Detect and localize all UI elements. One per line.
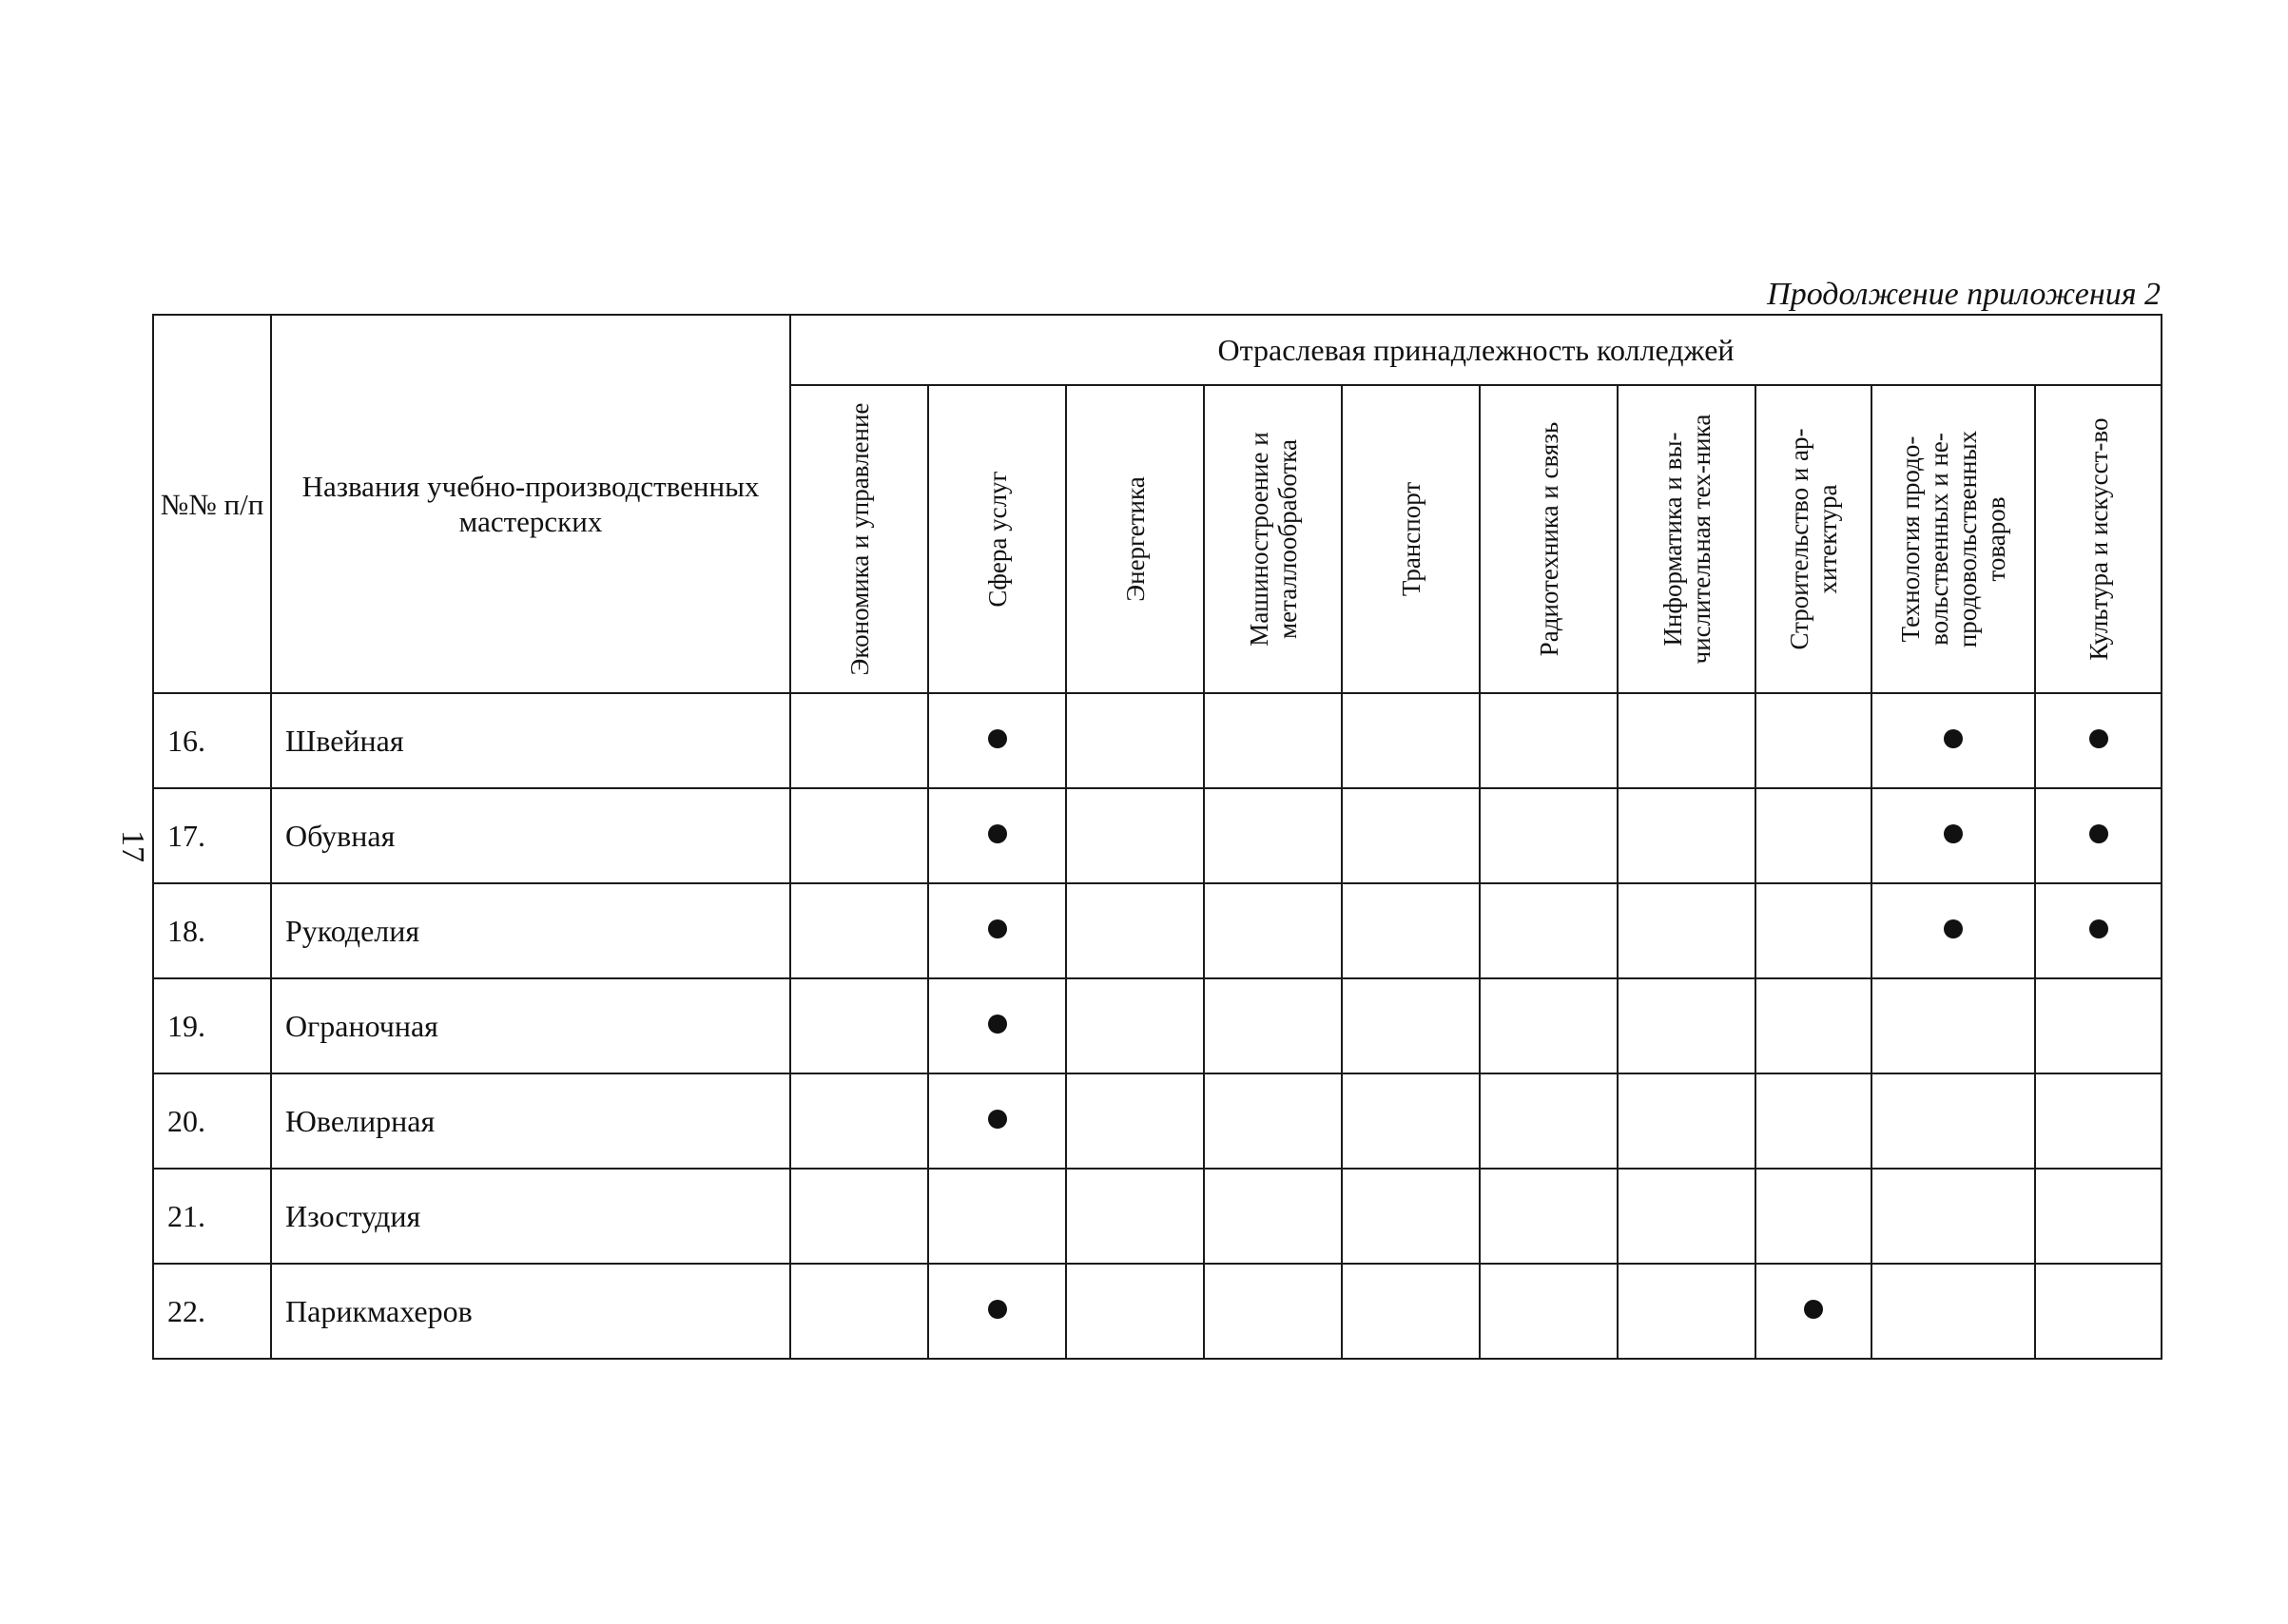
table-row [153,883,2162,978]
branch-mark-cell [1342,1169,1480,1264]
branch-mark-cell [928,693,1066,788]
bullet-mark-icon [1944,919,1963,938]
branch-column-header [1480,385,1618,693]
branch-column-label: Транспорт [1396,481,1425,597]
branch-mark-cell [1066,693,1204,788]
row-number: 18. [153,883,271,978]
branch-mark-cell [1871,1169,2035,1264]
branch-column-header [2035,385,2162,693]
branch-mark-cell [1342,693,1480,788]
branch-mark-cell [928,788,1066,883]
branch-group-header: Отраслевая принадлежность колледжей [790,315,2162,385]
branch-mark-cell [1480,883,1618,978]
branch-mark-cell [1480,1169,1618,1264]
branch-mark-cell [1342,883,1480,978]
branch-mark-cell [1066,978,1204,1073]
workshop-name: Рукоделия [271,883,790,978]
branch-mark-cell [2035,1169,2162,1264]
branch-mark-cell [790,1264,928,1359]
branch-column-header [1204,385,1342,693]
row-number: 17. [153,788,271,883]
bullet-mark-icon [988,824,1007,843]
branch-mark-cell [1755,788,1871,883]
workshop-name: Парикмахеров [271,1264,790,1359]
row-number: 21. [153,1169,271,1264]
branch-column-header [1342,385,1480,693]
branch-mark-cell [1204,978,1342,1073]
branch-mark-cell [1755,1073,1871,1169]
branch-column-label: Строительство и ар-хитектура [1785,428,1842,650]
branch-mark-cell [1871,788,2035,883]
table-row [153,1169,2162,1264]
branch-mark-cell [1480,1264,1618,1359]
branch-mark-cell [2035,978,2162,1073]
branch-mark-cell [2035,1264,2162,1359]
branch-mark-cell [1755,978,1871,1073]
branch-mark-cell [1204,1073,1342,1169]
table-row [153,788,2162,883]
branch-mark-cell [1755,1169,1871,1264]
branch-mark-cell [928,978,1066,1073]
table-row [153,1073,2162,1169]
table-row [153,978,2162,1073]
branch-mark-cell [928,883,1066,978]
branch-mark-cell [1342,978,1480,1073]
branch-mark-cell [1480,1073,1618,1169]
row-number: 16. [153,693,271,788]
branch-mark-cell [1066,1169,1204,1264]
branch-mark-cell [928,1264,1066,1359]
workshop-name: Ювелирная [271,1073,790,1169]
bullet-mark-icon [1804,1300,1823,1319]
branch-column-header [790,385,928,693]
branch-column-label: Радиотехника и связь [1534,421,1563,657]
branch-column-label: Сфера услуг [982,471,1012,608]
branch-mark-cell [1066,883,1204,978]
branch-mark-cell [1618,883,1755,978]
branch-column-label: Информатика и вы-числительная тех-ника [1658,414,1716,665]
branch-column-label: Экономика и управление [844,402,874,676]
branch-mark-cell [1480,978,1618,1073]
workshop-name: Изостудия [271,1169,790,1264]
branch-mark-cell [1066,1073,1204,1169]
branch-mark-cell [1618,978,1755,1073]
bullet-mark-icon [988,1110,1007,1129]
row-number: 20. [153,1073,271,1169]
branch-mark-cell [790,883,928,978]
branch-mark-cell [790,1169,928,1264]
branch-mark-cell [790,978,928,1073]
branch-mark-cell [1618,1073,1755,1169]
bullet-mark-icon [988,729,1007,748]
bullet-mark-icon [988,919,1007,938]
workshop-name: Швейная [271,693,790,788]
branch-mark-cell [1618,1169,1755,1264]
branch-mark-cell [1871,693,2035,788]
branch-mark-cell [1342,788,1480,883]
branch-mark-cell [928,1073,1066,1169]
branch-mark-cell [1204,883,1342,978]
workshop-name: Обувная [271,788,790,883]
branch-mark-cell [1871,1264,2035,1359]
branch-mark-cell [1871,978,2035,1073]
branch-column-header [928,385,1066,693]
branch-mark-cell [2035,883,2162,978]
branch-column-label: Машиностроение и металлообработка [1244,432,1302,647]
branch-column-label: Энергетика [1120,476,1150,602]
branch-mark-cell [1342,1264,1480,1359]
branch-column-header [1871,385,2035,693]
branch-mark-cell [1480,693,1618,788]
branch-mark-cell [1755,883,1871,978]
bullet-mark-icon [2089,919,2108,938]
appendix-caption: Продолжение приложения 2 [1767,277,2161,312]
number-column-header: №№ п/п [153,315,271,693]
table-row [153,1264,2162,1359]
branch-column-header [1618,385,1755,693]
branch-mark-cell [1755,693,1871,788]
row-number: 22. [153,1264,271,1359]
workshop-name: Ограночная [271,978,790,1073]
page-number: 17 [115,830,150,862]
branch-mark-cell [1871,1073,2035,1169]
branch-mark-cell [1755,1264,1871,1359]
branch-mark-cell [1204,693,1342,788]
bullet-mark-icon [2089,824,2108,843]
branch-mark-cell [1204,788,1342,883]
table-body [153,693,2162,1359]
branch-mark-cell [790,1073,928,1169]
branch-mark-cell [1204,1169,1342,1264]
row-number: 19. [153,978,271,1073]
branch-mark-cell [2035,1073,2162,1169]
branch-column-label: Культура и искусст-во [2084,417,2113,661]
branch-mark-cell [928,1169,1066,1264]
bullet-mark-icon [1944,824,1963,843]
branch-mark-cell [1066,1264,1204,1359]
table-row [153,693,2162,788]
branch-mark-cell [1204,1264,1342,1359]
branch-column-header [1066,385,1204,693]
branch-mark-cell [2035,788,2162,883]
branch-mark-cell [1618,1264,1755,1359]
branch-mark-cell [2035,693,2162,788]
bullet-mark-icon [1944,729,1963,748]
branch-mark-cell [1618,788,1755,883]
branch-column-header [1755,385,1871,693]
branch-mark-cell [790,693,928,788]
branch-mark-cell [1871,883,2035,978]
branch-column-label: Технология продо-вольственных и не-продовольственных товаров [1896,430,2010,648]
branch-mark-cell [1618,693,1755,788]
colleges-workshops-table [152,314,2162,1360]
branch-mark-cell [1342,1073,1480,1169]
workshop-name-column-header: Названия учебно-производственных мастерских [271,315,790,693]
bullet-mark-icon [988,1015,1007,1034]
branch-mark-cell [1066,788,1204,883]
branch-mark-cell [790,788,928,883]
bullet-mark-icon [2089,729,2108,748]
branch-mark-cell [1480,788,1618,883]
bullet-mark-icon [988,1300,1007,1319]
